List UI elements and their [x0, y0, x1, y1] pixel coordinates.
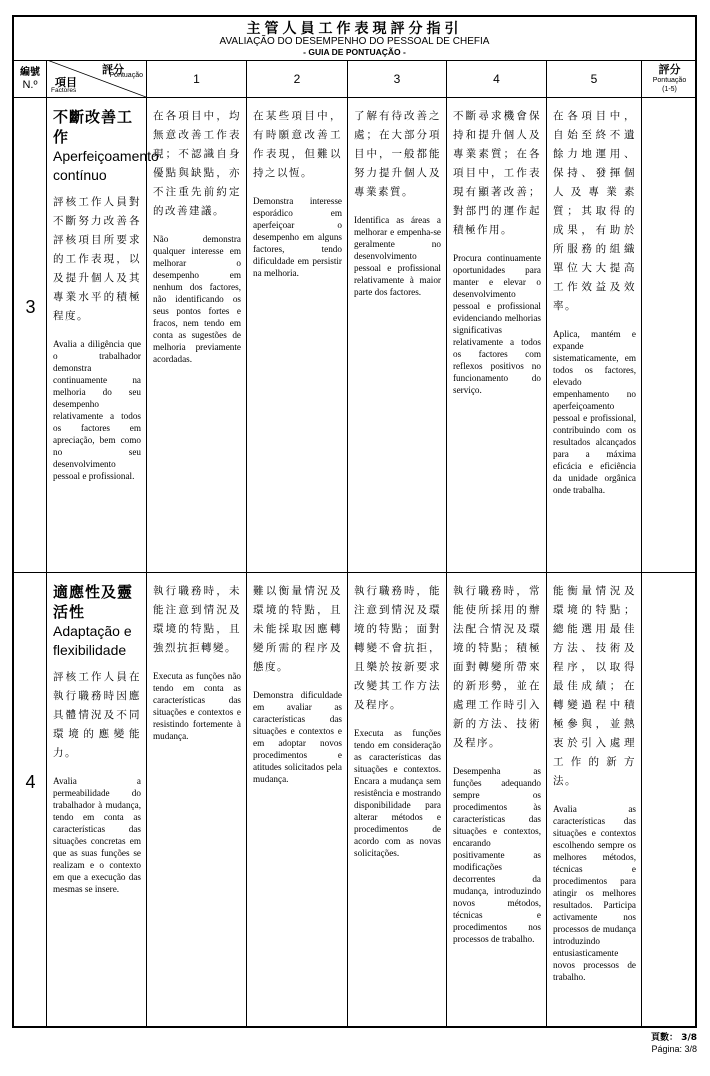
level-description-zh: 執行職務時，常能使所採用的辦法配合情況及環境的特點；積極面對轉變所帶來的新形勢，並在處理工作時引入新的方法、技術及程序。 [453, 585, 541, 749]
level-1-cell [147, 572, 246, 742]
page-footer [651, 1033, 697, 1055]
score-label-zh: 評分 [102, 63, 124, 76]
factor-title-pt: Aperfeiçoamento contínuo [53, 148, 159, 183]
level-1-cell [147, 97, 246, 365]
subtitle: - GUIA DE PONTUAÇÃO - [303, 47, 406, 57]
level-description-pt: Avalia as características das situações e contextos escolhendo sempre os melhores métodos, técnicas e procedimentos para atingir os melhores resultados. Participa activamente nos processos de mudança introduzindo entusiasticamente novos processos de trabalho. [553, 804, 636, 982]
level-2-cell [247, 572, 347, 785]
row-number: 3 [25, 297, 36, 317]
row-number: 4 [25, 772, 36, 792]
level-5-cell [547, 97, 641, 496]
level-5-cell [547, 572, 641, 983]
number-header-pt: N.º [22, 78, 38, 91]
factor-label-zh: 項目 [55, 76, 77, 89]
total-score-header [642, 60, 697, 97]
level-description-pt: Identifica as áreas a melhorar e empenha-se geralmente no desenvolvimento pessoal e profissional relativamente à maior parte dos factores. [354, 215, 441, 297]
page-number-zh: 頁數： 3/8 [651, 1033, 697, 1043]
level-5-header: 5 [590, 71, 598, 86]
factor-score-header [47, 60, 146, 97]
level-2-header: 2 [293, 71, 301, 86]
level-4-cell [447, 97, 546, 396]
level-description-pt: Executa as funções não tendo em conta as características das situações e contextos e resistindo fortemente à mudança. [153, 671, 241, 741]
level-4-cell [447, 572, 546, 945]
level-3-cell [348, 97, 446, 298]
factor-description-pt: Avalia a permeabilidade do trabalhador à mudança, tendo em conta as características das situações concretas em que as suas funções se realizam e o contexto em que a execução das mesmas se insere. [53, 776, 141, 894]
level-description-zh: 難以衡量情況及環境的特點，且未能採取因應轉變所需的程序及態度。 [253, 585, 342, 673]
factor-cell [47, 572, 146, 895]
score-label-pt: Pontuação [109, 72, 143, 79]
number-header-zh: 編號 [20, 66, 40, 78]
factor-description-zh: 評核工作人員在執行職務時因應具體情況及不同環境的應變能力。 [53, 671, 141, 759]
level-description-zh: 能衡量情況及環境的特點；總能選用最佳方法、技術及程序，以取得最佳成績；在轉變過程中積極參與，並熱衷於引入處理工作的新方法。 [553, 585, 636, 787]
document-title [14, 17, 695, 61]
total-score-zh: 評分 [658, 63, 681, 76]
level-description-zh: 執行職務時，能注意到情況及環境的特點；面對轉變不會抗拒，且樂於按新要求改變其工作方法及程序。 [354, 585, 441, 711]
factor-cell [47, 97, 159, 482]
level-description-zh: 不斷尋求機會保持和提升個人及專業素質；在各項目中，工作表現有顯著改善；對部門的運作起積極作用。 [453, 110, 541, 236]
score-input-cell[interactable] [642, 572, 697, 1028]
level-3-header: 3 [393, 71, 401, 86]
total-score-pt: Pontuação [652, 77, 687, 84]
factor-description-zh: 評核工作人員對不斷努力改善各評核項目所要求的工作表現，以及提升個人及其專業水平的積極程度。 [53, 196, 141, 322]
level-description-pt: Desempenha as funções adequando sempre os procedimentos às características das situações e contextos, encarando positivamente as modificações decorrentes da mudança, introduzindo novos métodos, técnicas e procedimentos nos processos de trabalho. [453, 766, 541, 944]
score-input-cell[interactable] [642, 97, 697, 572]
level-description-pt: Executa as funções tendo em consideração as características das situações e contextos. Encara a mudança sem resistência e mostrando disponibilidade para alterar métodos e procedimentos de acordo com as novas solicitações. [354, 728, 441, 858]
level-description-zh: 了解有待改善之處；在大部分項目中，一般都能努力提升個人及專業素質。 [354, 110, 441, 198]
number-header [14, 60, 46, 97]
level-description-zh: 在各項目中，均無意改善工作表現；不認識自身優點與缺點，亦不注重先前約定的改善建議。 [153, 110, 241, 217]
factor-title-zh: 不斷改善工作 [53, 108, 134, 146]
level-2-cell [247, 97, 347, 279]
title-chinese: 主管人員工作表現評分指引 [246, 20, 463, 36]
level-description-pt: Não demonstra qualquer interesse em melhorar o desempenho em nenhum dos factores, não identificando os seus pontos fortes e fracos, nem tendo em conta as sugestões de melhoria previamente acordadas. [153, 234, 241, 364]
level-description-pt: Procura continuamente oportunidades para manter e elevar o desenvolvimento pessoal e profissional evidenciando melhorias significativas relativamente a todos os factores com reflexos positivos no funcionamento do serviço. [453, 253, 541, 395]
level-description-zh: 在各項目中，自始至終不遺餘力地運用、保持、發揮個人及專業素質；其取得的成果，有助於所服務的組織單位大大提高工作效益及效率。 [553, 110, 636, 312]
level-description-zh: 執行職務時，未能注意到情況及環境的特點，且強烈抗拒轉變。 [153, 585, 241, 654]
evaluation-guide-table [12, 15, 697, 1028]
level-description-zh: 在某些項目中，有時願意改善工作表現，但難以持之以恆。 [253, 110, 342, 179]
total-score-range: (1-5) [662, 86, 677, 93]
title-portuguese: AVALIAÇÃO DO DESEMPENHO DO PESSOAL DE CHEFIA [219, 36, 490, 47]
page-number-pt: Página: 3/8 [651, 1044, 697, 1054]
level-1-header: 1 [193, 71, 200, 86]
level-3-cell [348, 572, 446, 859]
level-4-header: 4 [493, 71, 500, 86]
level-description-pt: Demonstra dificuldade em avaliar as características das situações e contextos e em adoptar novos procedimentos e atitudes solicitados pela mudança. [253, 690, 342, 784]
factor-title-zh: 適應性及靈活性 [53, 583, 134, 621]
factor-description-pt: Avalia a diligência que o trabalhador demonstra continuamente na melhoria do seu desempenho relativamente a todos os factores em apreciação, bem como no seu desenvolvimento pessoal e profissional. [53, 339, 141, 481]
factor-label-pt: Factores [51, 87, 77, 94]
level-description-pt: Demonstra interesse esporádico em aperfeiçoar o desempenho em alguns factores, tendo dificuldade em persistir na melhoria. [253, 196, 342, 278]
factor-title-pt: Adaptação e flexibilidade [53, 623, 132, 658]
level-description-pt: Aplica, mantém e expande sistematicamente, em todos os factores, elevado empenhamento no aperfeiçoamento pessoal e profissional, contribuindo com os resultados alcançados para a máxima eficácia e eficiência da unidade orgânica onde trabalha. [553, 329, 636, 495]
